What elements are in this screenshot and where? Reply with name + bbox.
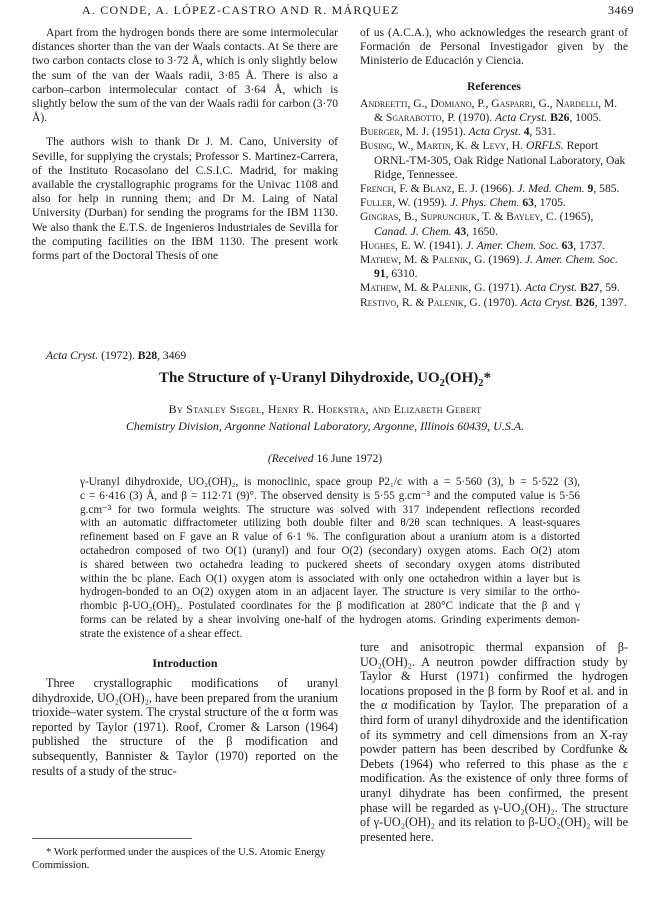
reference-pages: , 6310. <box>385 267 418 281</box>
reference-item <box>360 125 628 139</box>
footnote: * Work performed under the auspices of the U.S. Atomic Energy Commission. <box>32 846 326 871</box>
reference-journal: Acta Cryst. <box>468 125 524 139</box>
abstract-line: within the bc plane. Each O(1) oxygen atom is associated with only one octahedron within a layer but is <box>80 572 580 585</box>
reference-authors: Mathew, M. & Palenik, G. <box>360 253 489 267</box>
reference-authors: Restivo, R. & Palenik, G. <box>360 295 484 309</box>
reference-pages: , 1397. <box>594 295 627 309</box>
references-heading: References <box>467 79 521 93</box>
abstract-line: refinement based on F gave an R value of 6·1 %. The configuration about a uranium atom is a distorted <box>80 531 580 544</box>
affiliation: Chemistry Division, Argonne National Laboratory, Argonne, Illinois 60439, U.S.A. <box>125 419 525 433</box>
reference-journal: J. Amer. Chem. Soc. <box>465 238 562 252</box>
abstract-line: strate the existence of a shear effect. <box>80 627 243 640</box>
citation-journal: Acta Cryst. <box>46 349 99 362</box>
reference-journal: Canad. J. Chem. <box>374 224 455 238</box>
reference-item <box>360 253 628 281</box>
citation-page: , 3469 <box>157 349 187 362</box>
reference-volume: B26 <box>575 295 595 309</box>
reference-volume: B26 <box>550 111 570 125</box>
reference-journal: ORFLS. <box>525 139 564 153</box>
introduction-left: Three crystallographic modifications of uranyl dihydroxide, UO₂(OH)₂, have been prepared from the uranium trioxide–water system. The crystal structure of the α form was reported by Taylor (1971). Roof, Cromer & Larson (1964) published the structure of the β modification and subsequently, Bannister & Taylor (1970) reported on the results of a study of the struc- <box>32 676 338 778</box>
running-header-authors: A. CONDE, A. LÓPEZ-CASTRO AND R. MÁRQUEZ <box>82 3 400 17</box>
running-header <box>0 3 650 19</box>
reference-authors: Gingras, B., Suprunchuk, T. & Bayley, C. <box>360 210 560 224</box>
reference-item <box>360 139 628 182</box>
reference-item <box>360 281 628 295</box>
reference-volume: 43 <box>454 224 467 238</box>
abstract-line: with an automatic diffractometer utilizing both double filter and θ/2θ scan techniques. A least-squares <box>80 517 580 530</box>
reference-journal: J. Med. Chem. <box>517 182 588 196</box>
abstract-line: forms can be related by a shear involving one-half of the hydrogen atoms. Grinding experiments demon- <box>80 613 580 626</box>
reference-pages: , 59. <box>599 281 620 295</box>
reference-item <box>360 182 628 196</box>
reference-authors: Hughes, E. W. <box>360 238 430 252</box>
reference-authors: Mathew, M. & Palenik, G. <box>360 281 489 295</box>
reference-pages: , 1737. <box>573 238 606 252</box>
abstract-line: is shared between two octahedra leading to puckered sheets of secondary oxygen atoms distributed <box>80 558 580 571</box>
reference-pages: , 1005. <box>569 111 602 125</box>
reference-item <box>360 97 628 125</box>
abstract-line: c = 6·416 (3) Å, and β = 112·71 (9)°. The observed density is 5·55 g.cm⁻³ and the computed value is 5·56 <box>80 489 580 502</box>
introduction-heading: Introduction <box>152 656 218 670</box>
reference-volume: B27 <box>580 281 600 295</box>
reference-pages: , 1705. <box>533 196 566 210</box>
reference-pages: , 1650. <box>466 224 498 238</box>
reference-year: (1965), <box>559 210 594 224</box>
reference-pages: , 585. <box>593 182 620 196</box>
reference-item <box>360 210 628 238</box>
abstract <box>80 476 580 642</box>
reference-year: (1970). <box>458 111 496 125</box>
introduction-right: ture and anisotropic thermal expansion of β-UO₂(OH)₂. A neutron powder diffraction study by Taylor & Hurst (1971) confirmed the hydrogen locations proposed in the β form by Roof et al. and in the α modification by Taylor. The preparation of a third form of uranyl dihydroxide and the identification of its symmetry and cell dimensions from an X-ray powder pattern has been described by Cordfunke & Debets (1964) who referred to this phase as the ε modification. As the existence of only three forms of uranyl dihydrate has been confirmed, the present phase will be regarded as γ-UO₂(OH)₂. The structure of γ-UO₂(OH)₂ and its relation to β-UO₂(OH)₂ will be presented here. <box>360 640 628 844</box>
reference-item <box>360 296 628 310</box>
reference-pages: Report ORNL-TM-305, Oak Ridge National Laboratory, Oak Ridge, Tennessee. <box>374 139 626 181</box>
reference-volume: 63 <box>561 238 574 252</box>
reference-journal: Acta Cryst. <box>520 295 576 309</box>
reference-year: (1941). <box>429 238 466 252</box>
abstract-line: hydrogen-bonded to an O(2) oxygen atom in an adjacent layer. The structure is very similar to the ortho- <box>80 586 580 599</box>
reference-item <box>360 196 628 210</box>
abstract-line: g.cm⁻³ for two formula weights. The structure was solved with 317 independent reflections recorded <box>80 503 580 516</box>
footnote-rule <box>32 838 192 839</box>
right-column-top <box>360 26 628 310</box>
citation-year: (1972). <box>101 349 135 362</box>
left-column-top <box>32 26 338 263</box>
citation-volume: B28 <box>137 349 158 362</box>
reference-volume: 91 <box>374 267 386 281</box>
article-title: The Structure of γ-Uranyl Dihydroxide, $UO_2(OH)_2*$ <box>159 370 491 389</box>
reference-year: (1970). <box>483 295 521 309</box>
article-citation <box>46 349 186 362</box>
reference-journal: J. Phys. Chem. <box>450 196 523 210</box>
reference-authors: Andreetti, G., Domiano, P., Gasparri, G., Nardelli, M. & Sgarabotto, P. <box>360 96 618 125</box>
reference-item <box>360 239 628 253</box>
reference-journal: Acta Cryst. <box>495 111 551 125</box>
page-number: 3469 <box>608 3 634 17</box>
reference-volume: 4 <box>523 125 530 139</box>
reference-authors: French, F. & Blanz, E. J. <box>360 182 481 196</box>
reference-year: (1969). <box>488 253 526 267</box>
reference-volume: 9 <box>587 182 594 196</box>
reference-volume: 63 <box>522 196 534 210</box>
abstract-line: octahedron composed of two O(1) (uranyl) and four O(2) (secondary) oxygen atoms. Each O(2) atom <box>80 544 580 557</box>
reference-journal: Acta Cryst. <box>525 281 581 295</box>
reference-pages: , 531. <box>529 125 556 139</box>
reference-year: (1951). <box>431 125 469 139</box>
abstract-line: γ-Uranyl dihydroxide, UO₂(OH)₂, is monoclinic, space group P2₁/c with a = 5·560 (3), b = 5·522 (3), <box>80 476 580 488</box>
acknowledgements-continuation: of us (A.C.A.), who acknowledges the research grant of Formación de Personal Investigador given by the Ministerio de Educación y Ciencia. <box>360 26 628 68</box>
closing-paragraph: Apart from the hydrogen bonds there are some intermolecular distances shorter than the van der Waals contacts. At Se there are two carbon contacts close to 3·72 Å, which is only slightly below the sum of the van der Waals radii, 3·85 Å. There is also a carbon–carbon intermolecular contact of 3·64 Å, which is slightly below the sum of the van der Waals radii for carbon (3·70 Å). <box>32 26 339 125</box>
abstract-line: rhombic β-UO₂(OH)₂. Postulated coordinates for the β modification at 280°C indicate that the β and γ <box>80 600 580 613</box>
reference-authors: Busing, W., Martin, K. & Levy, H. <box>360 139 526 153</box>
reference-authors: Fuller, W. <box>360 196 414 210</box>
received-date: (Received 16 June 1972) <box>267 452 383 465</box>
reference-year: (1959). <box>413 196 451 210</box>
reference-journal: J. Amer. Chem. Soc. <box>525 253 618 267</box>
references-list <box>360 97 628 310</box>
acknowledgements-paragraph: The authors wish to thank Dr J. M. Cano, University of Seville, for supplying the crystals; Professor S. Martinez-Carrera, of the Instituto Rocasolano del C.S.I.C. Madrid, for making available the crystallographic programs for the Univac 1108 and also for help in running them; and Dr M. Laing of Natal University (Durban) for sending the programs for the IBM 1130. We also thank the E.T.S. de Ingenieros Industriales de Sevilla for the computing facilities on the IBM 1130. The present work forms part of the Doctoral Thesis of one <box>32 135 338 263</box>
reference-year: (1971). <box>488 281 526 295</box>
reference-authors: Buerger, M. J. <box>360 125 432 139</box>
reference-year: (1966). <box>480 182 518 196</box>
byline: By Stanley Siegel, Henry R. Hoekstra, and Elizabeth Gebert <box>168 402 482 416</box>
